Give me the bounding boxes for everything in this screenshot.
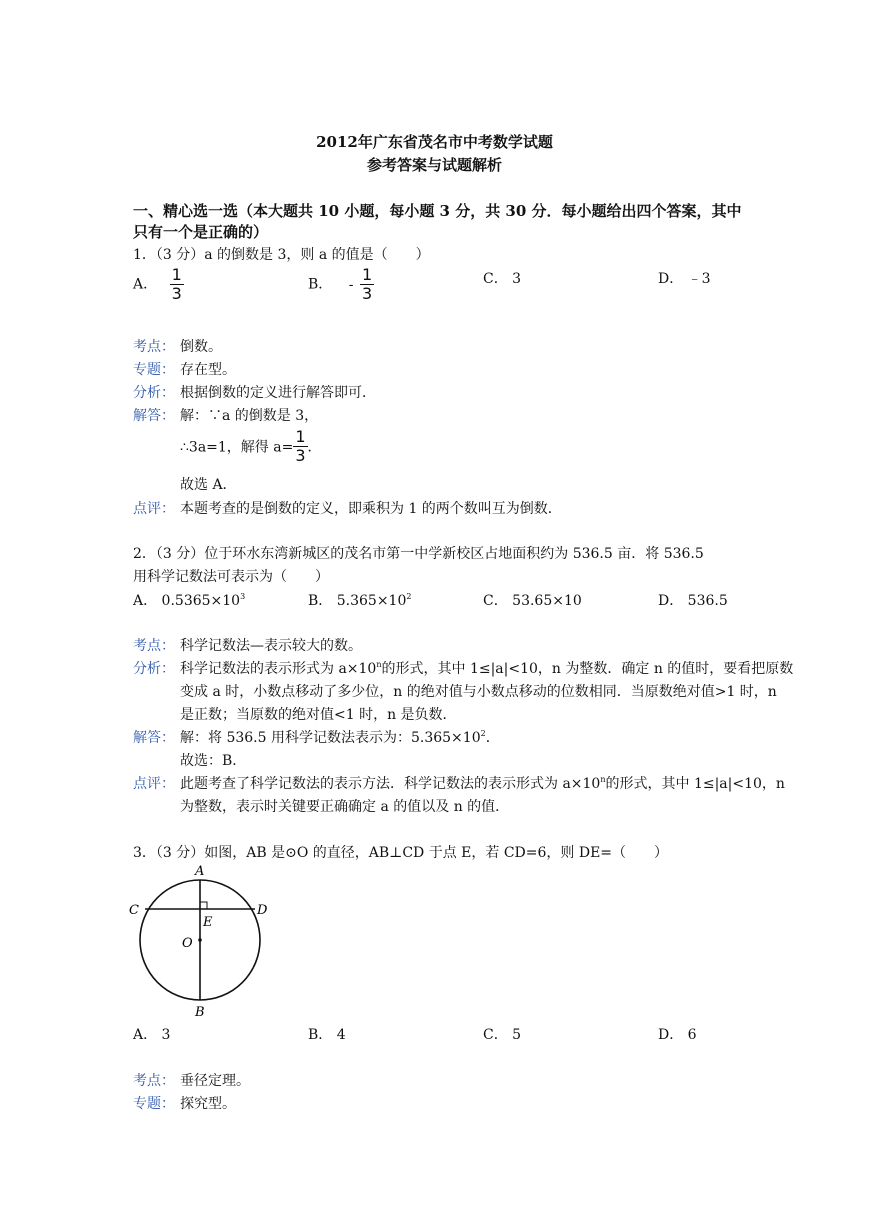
q1-option-b-denominator: 3 bbox=[361, 284, 373, 303]
q1-option-b-numerator: 1 bbox=[361, 265, 373, 284]
q1-zhuanti-label: 专题： bbox=[133, 362, 175, 378]
q3-option-a: A． 3 bbox=[133, 1027, 171, 1043]
q1-option-b-fraction bbox=[360, 266, 374, 303]
q3-stem: 3．（3 分）如图，AB 是⊙O 的直径，AB⊥CD 于点 E，若 CD=6，则 DE=（ ） bbox=[133, 845, 669, 861]
q1-fenxi: 根据倒数的定义进行解答即可． bbox=[180, 385, 376, 401]
q2-jieda-label: 解答： bbox=[133, 730, 175, 746]
q2-fenxi-line3: 是正数；当原数的绝对值<1 时，n 是负数． bbox=[180, 707, 457, 723]
q2-option-b bbox=[308, 590, 411, 610]
point-d-label: D bbox=[257, 903, 268, 918]
q2-jieda-line1 bbox=[180, 727, 500, 747]
q2-stem-line1: 2．（3 分）位于环水东湾新城区的茂名市第一中学新校区占地面积约为 536.5 亩．将 536.5 bbox=[133, 546, 704, 562]
q1-option-a-denominator: 3 bbox=[171, 284, 182, 303]
q1-jieda-line1: 解：∵a 的倒数是 3， bbox=[180, 408, 319, 424]
q2-option-d: D． 536.5 bbox=[658, 593, 728, 609]
section-header-line1: 一、精心选一选（本大题共 10 小题，每小题 3 分，共 30 分．每小题给出四个答案，其中 bbox=[133, 202, 742, 220]
q1-jieda-line2-end: ． bbox=[307, 439, 322, 456]
q1-stem: 1．（3 分）a 的倒数是 3，则 a 的值是（ ） bbox=[133, 247, 430, 263]
q2-option-b-text: B． 5.365×10 bbox=[308, 593, 407, 609]
q1-jieda-line3: 故选 A． bbox=[180, 477, 237, 493]
q2-dianping-line1-post: 的形式，其中 1≤|a|<10，n bbox=[605, 776, 785, 792]
q2-fenxi-line1-post: 的形式，其中 1≤|a|<10，n 为整数．确定 n 的值时，要看把原数 bbox=[381, 661, 794, 677]
q3-kaodian: 垂径定理。 bbox=[180, 1073, 250, 1089]
q2-jieda-line1-post: ． bbox=[485, 730, 500, 746]
q1-jieda-fraction bbox=[293, 428, 307, 465]
q3-option-d: D． 6 bbox=[658, 1027, 697, 1043]
q2-option-b-exponent: 2 bbox=[406, 592, 412, 601]
q1-zhuanti: 存在型。 bbox=[180, 362, 236, 378]
q2-jieda-exponent: 2 bbox=[480, 729, 486, 738]
q2-jieda-line1-pre: 解：将 536.5 用科学记数法表示为：5.365×10 bbox=[180, 730, 481, 746]
q2-option-a bbox=[133, 590, 245, 610]
q2-kaodian: 科学记数法—表示较大的数。 bbox=[180, 638, 362, 654]
q1-option-a-numerator: 1 bbox=[171, 265, 182, 284]
q2-dianping-line2: 为整数，表示时关键要正确确定 a 的值以及 n 的值． bbox=[180, 799, 510, 815]
q1-option-d: D． ﹣3 bbox=[658, 271, 711, 287]
section-header-line2: 只有一个是正确的） bbox=[133, 223, 269, 241]
q1-jieda-line2 bbox=[180, 428, 322, 465]
q2-dianping-label: 点评： bbox=[133, 776, 175, 792]
q1-option-a-letter: A． bbox=[133, 276, 158, 293]
q1-jieda-label: 解答： bbox=[133, 408, 175, 424]
point-a-label: A bbox=[195, 864, 205, 879]
q3-option-b: B． 4 bbox=[308, 1027, 346, 1043]
q3-option-c: C． 5 bbox=[483, 1027, 522, 1043]
q2-fenxi-line1-pre: 科学记数法的表示形式为 a×10 bbox=[180, 661, 377, 677]
q2-fenxi-label: 分析： bbox=[133, 661, 175, 677]
q2-stem-line2: 用科学记数法可表示为（ ） bbox=[133, 569, 329, 585]
q3-circle-figure bbox=[126, 862, 276, 1022]
q1-dianping-label: 点评： bbox=[133, 501, 175, 517]
q2-dianping-line1 bbox=[180, 773, 785, 793]
q2-option-a-exponent: 3 bbox=[240, 592, 246, 601]
q3-zhuanti-label: 专题： bbox=[133, 1096, 175, 1112]
q2-dianping-line1-pre: 此题考查了科学记数法的表示方法．科学记数法的表示形式为 a×10 bbox=[180, 776, 601, 792]
q1-fenxi-label: 分析： bbox=[133, 385, 175, 401]
point-c-label: C bbox=[129, 903, 139, 918]
q1-kaodian-label: 考点： bbox=[133, 339, 175, 355]
q1-option-c: C． 3 bbox=[483, 271, 522, 287]
point-o-label: O bbox=[182, 936, 193, 951]
q2-fenxi-line1 bbox=[180, 658, 793, 678]
q2-jieda-line2: 故选：B． bbox=[180, 753, 247, 769]
q2-dianping-exponent: n bbox=[600, 775, 606, 784]
q1-option-a bbox=[133, 266, 184, 303]
q1-option-b-sign: - bbox=[348, 276, 354, 293]
q3-kaodian-label: 考点： bbox=[133, 1073, 175, 1089]
doc-subtitle: 参考答案与试题解析 bbox=[366, 156, 502, 174]
q1-jieda-denominator: 3 bbox=[295, 446, 306, 465]
q1-option-b bbox=[308, 266, 374, 303]
q2-fenxi-line2: 变成 a 时，小数点移动了多少位，n 的绝对值与小数点移动的位数相同．当原数绝对值>1 时，n bbox=[180, 684, 777, 700]
q1-dianping: 本题考查的是倒数的定义，即乘积为 1 的两个数叫互为倒数． bbox=[180, 501, 562, 517]
right-angle-mark bbox=[200, 902, 207, 909]
q1-kaodian: 倒数。 bbox=[180, 339, 222, 355]
q2-fenxi-exponent: n bbox=[376, 660, 382, 669]
q2-option-a-text: A． 0.5365×10 bbox=[133, 593, 241, 609]
q1-jieda-numerator: 1 bbox=[295, 427, 306, 446]
q1-option-a-fraction bbox=[170, 266, 184, 303]
q2-kaodian-label: 考点： bbox=[133, 638, 175, 654]
q1-jieda-line2-text: ∴3a=1，解得 a= bbox=[180, 439, 294, 456]
doc-title: 2012年广东省茂名市中考数学试题 bbox=[316, 133, 553, 151]
point-e-label: E bbox=[203, 915, 213, 930]
q2-option-c: C． 53.65×10 bbox=[483, 593, 582, 609]
q3-zhuanti: 探究型。 bbox=[180, 1096, 236, 1112]
q1-option-b-letter: B． bbox=[308, 276, 333, 293]
center-point-o bbox=[198, 938, 202, 942]
point-b-label: B bbox=[195, 1005, 205, 1020]
